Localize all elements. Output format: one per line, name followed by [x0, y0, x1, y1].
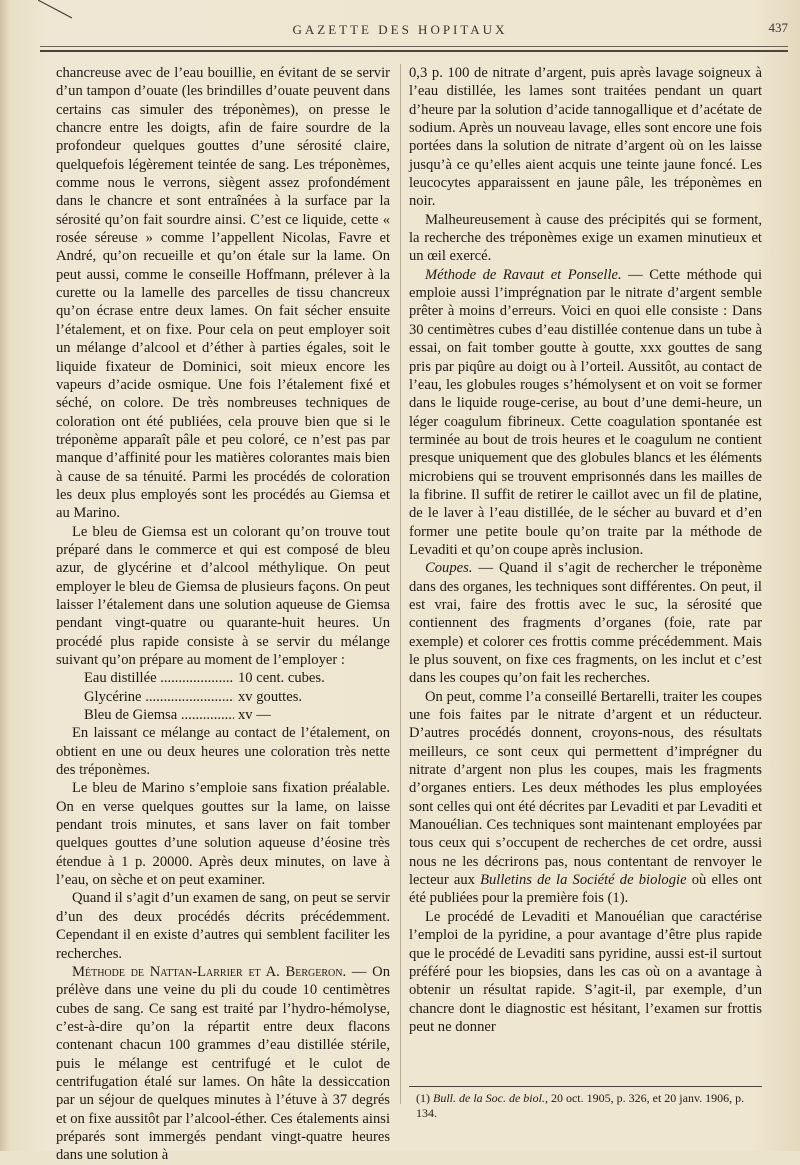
header-rule-thick: [40, 50, 788, 52]
recipe-row: [84, 688, 384, 706]
paragraph: Le bleu de Marino s’emploie sans fixation préalable. On en verse quelques gouttes sur la lame, on laisse pendant trois minutes, et sans laver on fait tomber quelques gouttes d’une solution aqueuse d’éosine très étendue à 1 p. 20000. Après deux minutes, on lave à l’eau, on sèche et on peut examiner.: [56, 780, 390, 889]
footnote-text: , 20 oct. 1905, p. 326, et 20 janv. 1906, p. 134.: [416, 1091, 745, 1120]
paragraph-text: On peut, comme l’a conseillé Bertarelli, traiter les coupes une fois faites par le nitrate d’argent et un réducteur. D’autres procédés donnent, croyons-nous, des résultats meilleurs, ce sont ceux qui permettent d’imprégner du nitrate d’argent non plus les coupes, mais les fragments d’organes entiers. Les deux méthodes les plus employées sont celles qui ont été décrites par Levaditi et par Levaditi et Manouélian. Ces techniques sont maintenant employées par tous ceux qui s’occupent de recherches de cet ordre, aussi nous ne les décrirons pas, nous contentant de renvoyer le lecteur aux: [409, 688, 762, 889]
paragraph: Le procédé de Levaditi et Manouélian que caractérise l’emploi de la pyridine, a pour avantage d’être plus rapide que le procédé de Levaditi sans pyridine, aussi est-il surtout préféré pour les biopsies, dans les cas où on a avantage à obtenir un résultat rapide. S’agit-il, par exemple, d’un chancre dont le diagnostic est hésitant, l’examen sur frottis peut ne donner: [409, 908, 762, 1035]
paragraph: [409, 266, 762, 560]
paragraph-text: où elles ont été publiées pour la première fois (1).: [409, 872, 762, 907]
recipe-ingredient: Eau distillée .....: [84, 669, 234, 687]
paragraph: Quand il s’agit d’un examen de sang, on peut se servir d’un des deux procédés décrits précédemment. Cependant il en existe d’autres qui semblent faciliter les recherches.: [56, 890, 390, 962]
paragraph-text: — On prélève dans une veine du pli du coude 10 centimètres cubes de sang. Ce sang est traité par l’hydro-hémolyse, c’est-à-dire qu’on la répartit entre deux flacons contenant chacun 100 grammes d’eau distillée stérile, puis le mélange est centrifugé et le culot de centrifugation étalé sur lames. On hâte la dessiccation par un séjour de quelques minutes à l’étuve à 37 degrés et on fixe aussitôt par l’alcool-éther. Ces étalements ainsi préparés sont immergés pendant vingt-quatre heures dans une solution à: [56, 963, 390, 1164]
paragraph: [409, 559, 762, 687]
section-heading: Méthode de Ravaut et Ponselle.: [425, 266, 622, 283]
recipe-amount: xv —: [238, 707, 271, 724]
recipe-ingredient: Glycérine .....: [84, 688, 234, 706]
paragraph: 0,3 p. 100 de nitrate d’argent, puis après lavage soigneux à l’eau distillée, les lames sont traitées pendant un quart d’heure par la solution d’acide tannogallique et d’acétate de sodium. Après un nouveau lavage, elles sont encore une fois portées dans la solution de nitrate d’argent où on les laisse jusqu’à ce qu’elles aient acquis une teinte jaune foncé. Les leucocytes apparaissent en jaune pâle, les tréponèmes en noir.: [409, 65, 762, 210]
header-rule: [40, 46, 788, 47]
recipe-row: [84, 669, 384, 687]
running-header: [0, 20, 800, 46]
footnote: [416, 1091, 762, 1121]
paragraph: [409, 688, 762, 908]
paragraph: Le bleu de Giemsa est un colorant qu’on trouve tout préparé dans le commerce et qui est composé de bleu azur, de glycérine et d’alcool méthylique. On peut employer le bleu de Giemsa de plusieurs façons. On peut laisser l’étalement dans une solution aqueuse de Giemsa pendant vingt-quatre ou quarante-huit heures. Un procédé plus rapide consiste à se servir du mélange suivant qu’on prépare au moment de l’employer :: [56, 523, 390, 668]
scan-edge: [0, 0, 10, 1151]
recipe-amount: xv gouttes.: [238, 688, 303, 705]
paragraph: Malheureusement à cause des précipités qui se forment, la recherche des tréponèmes exige un examen minutieux et un œil exercé.: [409, 211, 762, 265]
page-number: 437: [768, 20, 788, 35]
recipe-ingredient: Bleu de Giemsa .....: [84, 706, 234, 724]
footnote-rule: [409, 1086, 762, 1087]
paragraph: chancreuse avec de l’eau bouillie, en évitant de se servir d’un tampon d’ouate (les brindilles d’ouate peuvent dans certains cas simuler des tréponèmes), on presse le chancre entre les doigts, afin de faire sourdre de la profondeur quelques gouttes d’une sérosité claire, quelquefois légèrement teintée de sang. Les tréponèmes, comme nous le verrons, siègent assez profondément dans le chancre et sont entraînées à la surface par la sérosité qu’on fait sourdre ainsi. C’est ce liquide, cette « rosée séreuse » comme l’appellent Nicolas, Favre et André, qu’on recueille et qu’on étale sur la lame. On peut aussi, comme le conseille Hoffmann, prélever à la curette ou la lamelle des parcelles de tissu chancreux qu’on écrase entre deux lames. On fait sécher ensuite l’étalement, et on fixe. Pour cela on peut employer soit un mélange d’alcool et d’éther à parties égales, soit le liquide fixateur de Dominici, soit mieux encore les vapeurs d’acide osmique. Une fois l’étalement fixé et séché, on colore. De très nombreuses techniques de coloration ont été publiées, cela prouve bien que si le tréponème apparaît pâle et peu coloré, ce n’est pas par manque d’affinité pour les matières colorantes mais bien à cause de sa ténuité. Parmi les procédés de coloration les deux plus employés sont les procédés au Giemsa et au Marino.: [56, 65, 390, 522]
section-heading: Coupes.: [425, 560, 473, 577]
paragraph-text: — Quand il s’agit de rechercher le tréponème dans des organes, les techniques sont différentes. On peut, il est vrai, faire des frottis avec le suc, la sérosité que contiennent des fragments d’organes (foie, rate par exemple) et colorer ces frottis comme précédemment. Mais le plus souvent, on fixe ces fragments, on les inclut et c’est dans les coupes qu’on fait les recherches.: [409, 560, 762, 687]
corner-mark: [38, 0, 72, 20]
recipe-row: [84, 706, 384, 724]
paragraph-text: — Cette méthode qui emploie aussi l’imprégnation par le nitrate d’argent semble prêter à moins d’erreurs. Voici en quoi elle consiste : Dans 30 centimètres cubes d’eau distillée contenue dans un tube à essai, on fait tomber goutte à goutte, xxx gouttes de sang pris par piqûre au doigt ou à l’orteil. Aussitôt, au contact de l’eau, les globules rouges s’hémolysent et on voit se former dans le liquide rouge-cerise, au bout d’une demi-heure, un léger coagulum fibrineux. Cette coagulation spontanée est terminée au bout de trois heures et le coagulum ne contient presque uniquement que des globules blancs et les éléments microbiens qui se trouvent emprisonnés dans les mailles de la fibrine. Il suffit de retirer le caillot avec un fil de platine, de le laver à l’eau distillée, de le sécher au buvard et d’en former une petite boule qu’on traite par la méthode de Levaditi et qu’on coupe après inclusion.: [409, 266, 762, 558]
running-title: GAZETTE DES HOPITAUX: [292, 22, 508, 37]
paragraph: [56, 963, 390, 1165]
recipe-list: [84, 669, 390, 724]
footnote-marker: (1): [416, 1091, 430, 1105]
recipe-amount: 10 cent. cubes.: [238, 670, 325, 687]
left-column: [56, 64, 390, 1165]
section-heading: Méthode de Nattan-Larrier et A. Bergeron.: [72, 963, 347, 980]
right-column: [409, 64, 762, 1036]
journal-title: Bulletins de la Société de biologie: [480, 872, 687, 889]
footnote-source: Bull. de la Soc. de biol.: [433, 1091, 545, 1105]
column-divider: [400, 64, 401, 1104]
paragraph: En laissant ce mélange au contact de l’étalement, on obtient en une ou deux heures une coloration très nette des tréponèmes.: [56, 725, 390, 779]
